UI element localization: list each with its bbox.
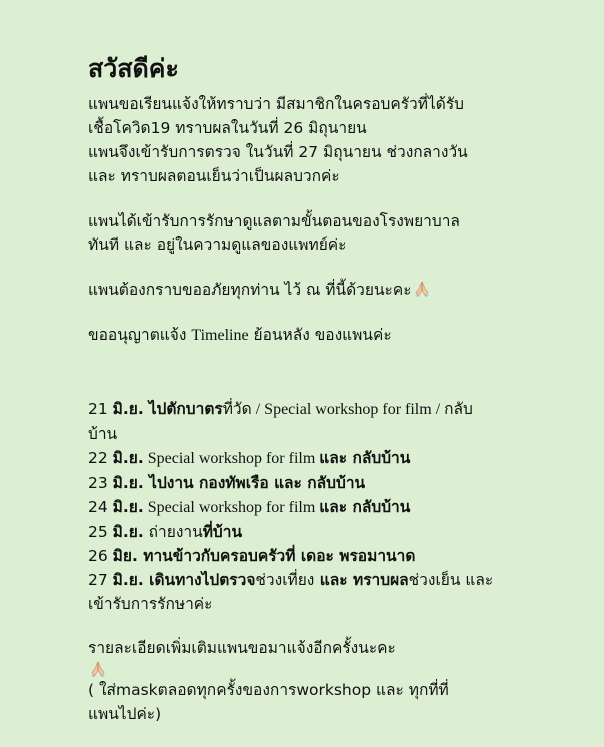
intro-line-2: เชื้อโควิด19 ทราบผลในวันที่ 26 มิถุนายน — [88, 119, 367, 137]
intro-line-3: แพนจึงเข้ารับการตรวจ ในวันที่ 27 มิถุนายน ช่วงกลางวัน — [88, 143, 468, 161]
apology-text: แพนต้องกราบขออภัยทุกท่าน ไว้ ณ ที่นี้ด้วยนะคะ — [88, 281, 412, 299]
timeline-activity: ถ่ายงาน — [143, 523, 203, 541]
timeline-activity-bold: ที่บ้าน — [202, 523, 243, 541]
timeline-item-21 — [88, 397, 558, 446]
timeline-activity-en: Special workshop for film — [143, 499, 320, 516]
timeline-item-22 — [88, 446, 558, 471]
timeline-day: 22 — [88, 449, 108, 467]
timeline-day: 21 — [88, 400, 108, 418]
timeline-activity: ช่วงเที่ยง — [255, 571, 315, 589]
timeline-day: 26 — [88, 547, 108, 565]
timeline-month: มิ.ย. — [112, 400, 144, 418]
timeline-activity-bold: และ กลับบ้าน — [319, 498, 411, 516]
timeline-day: 27 — [88, 571, 108, 589]
timeline-activity-bold-2: และ ทราบผล — [314, 571, 409, 589]
timeline-month: มิ.ย. — [112, 523, 144, 541]
timeline-month: มิย. — [112, 547, 138, 565]
closing-line-3: แพนไปค่ะ) — [88, 705, 162, 723]
treatment-line-1: แพนได้เข้ารับการรักษาดูแลตามขั้นตอนของโรงพยาบาล — [88, 212, 460, 230]
closing-paragraph — [88, 636, 558, 726]
announcement-document — [88, 52, 558, 747]
timeline-activity-bold: ทานข้าวกับครอบครัวที่ เดอะ พรอมานาด — [137, 547, 416, 565]
timeline-intro-prefix: ขออนุญาตแจ้ง — [88, 326, 187, 344]
closing-line-1 — [88, 636, 558, 678]
timeline-day: 24 — [88, 498, 108, 516]
timeline-item-27 — [88, 568, 558, 616]
timeline-activity-bold: และ กลับบ้าน — [319, 449, 411, 467]
timeline-day: 23 — [88, 474, 108, 492]
timeline-activity-end: กลับ — [444, 400, 473, 418]
timeline-month: มิ.ย. — [112, 571, 144, 589]
treatment-paragraph — [88, 209, 558, 257]
timeline-month: มิ.ย. — [112, 474, 144, 492]
timeline-activity: ที่วัด — [222, 400, 252, 418]
timeline-month: มิ.ย. — [112, 449, 144, 467]
timeline-activity-wrap: เข้ารับการรักษาค่ะ — [88, 595, 213, 613]
intro-line-1: แพนขอเรียนแจ้งให้ทราบว่า มีสมาชิกในครอบครัวที่ได้รับ — [88, 95, 465, 113]
closing-line-2: ( ใส่maskตลอดทุกครั้งของการworkshop และ ทุกที่ที่ — [88, 681, 449, 699]
timeline-item-26 — [88, 544, 558, 568]
intro-paragraph — [88, 92, 558, 188]
timeline-intro-word: Timeline — [191, 327, 249, 344]
timeline-item-23 — [88, 471, 558, 495]
timeline-item-24 — [88, 495, 558, 520]
apology-paragraph — [88, 278, 558, 302]
timeline-activity-bold: เดินทางไปตรวจ — [143, 571, 256, 589]
treatment-line-2: ทันที และ อยู่ในความดูแลของแพทย์ค่ะ — [88, 236, 347, 254]
spacer — [88, 369, 558, 397]
timeline-month: มิ.ย. — [112, 498, 144, 516]
timeline-day: 25 — [88, 523, 108, 541]
timeline-list — [88, 397, 558, 616]
timeline-activity-bold: ไปงาน กองทัพเรือ และ กลับบ้าน — [143, 474, 366, 492]
closing-line-1-text: รายละเอียดเพิ่มเติมแพนขอมาแจ้งอีกครั้งนะคะ — [88, 639, 396, 657]
folded-hands-icon — [413, 280, 431, 298]
timeline-activity-en: / Special workshop for film / — [251, 401, 445, 418]
timeline-item-25 — [88, 520, 558, 544]
timeline-activity-bold: ไปตักบาตร — [148, 400, 223, 418]
timeline-intro-suffix: ย้อนหลัง ของแพนค่ะ — [253, 326, 392, 344]
timeline-intro — [88, 323, 558, 348]
folded-hands-icon — [89, 660, 107, 678]
intro-line-4: และ ทราบผลตอนเย็นว่าเป็นผลบวกค่ะ — [88, 167, 340, 185]
timeline-activity-en: Special workshop for film — [143, 450, 320, 467]
timeline-activity-wrap: บ้าน — [88, 425, 118, 443]
greeting-title: สวัสดีค่ะ — [88, 54, 179, 83]
timeline-activity-end: ช่วงเย็น และ — [408, 571, 494, 589]
